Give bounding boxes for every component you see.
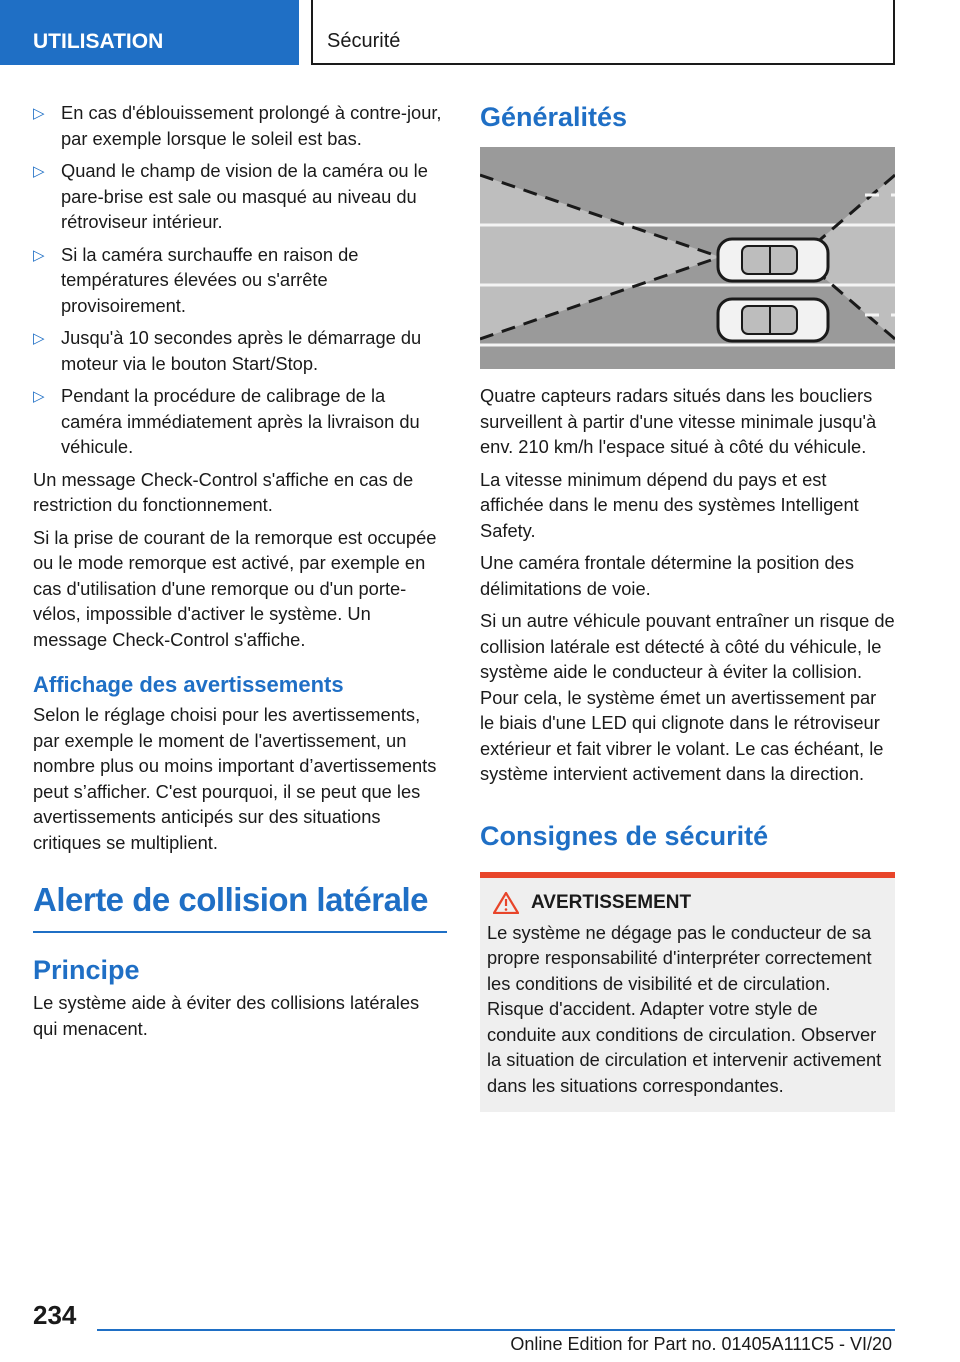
left-column — [33, 100, 447, 1048]
warning-title-row — [487, 892, 887, 914]
warning-text: Le système ne dégage pas le conducteur de sa propre responsabilité d'interpréter correctement les conditions de visibilité et de circulation. Risque d'accident. Adapter votre style de conduite aux conditions de circulation. Observer la situation de circulation et intervenir activement dans les situations correspondantes. — [487, 921, 882, 1096]
radar-paragraph: Quatre capteurs radars situés dans les boucliers surveillent à partir d'une vitesse minimale jusqu'à env. 210 km/h l'espace situé à côté du véhicule. — [480, 385, 877, 457]
triangle-bullet-icon: ▷ — [33, 105, 45, 122]
trailer-paragraph: Si la prise de courant de la remorque est occupée ou le mode remorque est activé, par exemple en cas d'utilisation d'une remorque ou d'un porte-vélos, impossible d'activer le système. Un message Check-Control s'affiche. — [33, 526, 437, 650]
collision-paragraph: Si un autre véhicule pouvant entraîner un risque de collision latérale est détecté à côté du véhicule, le système aide le conducteur à éviter la collision. Pour cela, le système émet un avertissement par le biais d'une LED qui clignote dans le rétroviseur extérieur et fait vibrer le volant. Le cas échéant, le système intervient activement dans la direction. — [480, 610, 895, 784]
list-item: ▷ Si la caméra surchauffe en raison de températures élevées ou s'arrête provisoirement. — [33, 243, 359, 316]
triangle-bullet-icon: ▷ — [33, 246, 45, 264]
list-item: ▷ Pendant la procédure de calibrage de la caméra immédiatement après la livraison du véhicule. — [33, 385, 420, 457]
header-chapter-title: Sécurité — [311, 0, 895, 65]
right-column — [480, 100, 895, 1112]
footer-edition: Online Edition for Part no. 01405A111C5 - VI/20 — [510, 1334, 892, 1354]
list-item: ▷ Jusqu'à 10 secondes après le démarrage du moteur via le bouton Start/Stop. — [33, 327, 422, 374]
page-number: 234 — [33, 1300, 77, 1330]
adjacent-car — [718, 299, 828, 341]
speed-paragraph: La vitesse minimum dépend du pays et est affichée dans le menu des systèmes Intelligent Safety. — [480, 468, 859, 541]
warning-triangle-icon — [493, 892, 519, 914]
triangle-bullet-icon: ▷ — [33, 330, 45, 347]
principe-paragraph: Le système aide à éviter des collisions latérales qui menacent. — [33, 992, 420, 1039]
generalites-heading: Généralités — [480, 102, 628, 132]
affichage-paragraph: Selon le réglage choisi pour les avertissements, par exemple le moment de l'avertissement, un nombre plus ou moins important d’avertissements peut s’afficher. C'est pourquoi, il se peut que les avertissements anticipés sur des situations critiques se multiplient. — [33, 704, 437, 853]
header-section-tab: UTILISATION — [0, 0, 299, 65]
list-item: ▷ En cas d'éblouissement prolongé à contre-jour, par exemple lorsque le soleil est bas. — [33, 102, 442, 149]
warning-title: AVERTISSEMENT — [531, 891, 692, 913]
condition-list — [33, 100, 447, 460]
ego-car — [718, 239, 828, 281]
triangle-bullet-icon: ▷ — [33, 388, 45, 405]
section-title: Alerte de collision latérale — [33, 881, 447, 933]
warning-box — [480, 872, 895, 1113]
consignes-heading: Consignes de sécurité — [480, 820, 769, 851]
list-item: ▷ Quand le champ de vision de la caméra ou le pare-brise est sale ou masqué au niveau du rétroviseur intérieur. — [33, 160, 428, 232]
principe-heading: Principe — [33, 955, 140, 985]
affichage-heading: Affichage des avertissements — [33, 672, 344, 697]
triangle-bullet-icon: ▷ — [33, 163, 45, 180]
radar-coverage-diagram — [480, 147, 895, 369]
footer-divider — [97, 1329, 895, 1331]
check-control-paragraph: Un message Check-Control s'affiche en cas de restriction du fonctionnement. — [33, 468, 414, 515]
camera-paragraph: Une caméra frontale détermine la position des délimitations de voie. — [480, 552, 854, 599]
